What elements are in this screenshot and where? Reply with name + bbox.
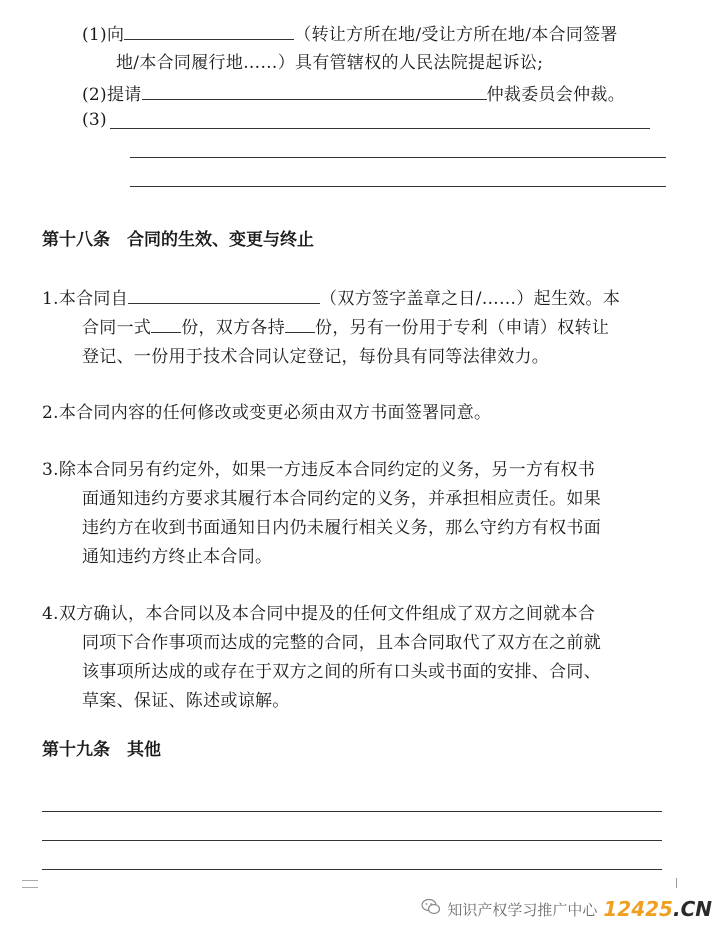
option-1-prefix: (1)向 — [82, 25, 125, 45]
item-1-prefix: 1.本合同自 — [42, 289, 129, 309]
clause-18-item-1-line-3: 登记、一份用于技术合同认定登记，每份具有同等法律效力。 — [82, 347, 550, 367]
clause-18-item-4-line-2: 同项下合作事项而达成的完整的合同，且本合同取代了双方在之前就 — [82, 633, 601, 653]
watermark-site-number: 12425 — [603, 897, 673, 921]
clause-18-item-2: 2.本合同内容的任何修改或变更必须由双方书面签署同意。 — [42, 403, 492, 423]
watermark-site — [603, 897, 712, 921]
other-terms-line-2[interactable] — [42, 840, 662, 841]
clause-18-item-4-line-4: 草案、保证、陈述或谅解。 — [82, 691, 290, 711]
clause-18-item-3-line-3: 违约方在收到书面通知日内仍未履行相关义务，那么守约方有权书面 — [82, 518, 601, 538]
clause-18-item-4-line-3: 该事项所达成的或存在于双方之间的所有口头或书面的安排、合同、 — [82, 662, 601, 682]
option-3-blank-line-2[interactable] — [130, 157, 666, 158]
clause-18-item-4-line-1: 4.双方确认，本合同以及本合同中提及的任何文件组成了双方之间就本合 — [42, 604, 596, 624]
option-2-suffix: 仲裁委员会仲裁。 — [486, 85, 625, 105]
copies-text: 合同一式 — [82, 318, 152, 338]
each-holds-text: 份，双方各持 — [181, 318, 286, 338]
extra-copy-text: 份，另有一份用于专利（申请）权转让 — [315, 318, 610, 338]
clause-18-item-3-line-1: 3.除本合同另有约定外，如果一方违反本合同约定的义务，另一方有权书 — [42, 460, 596, 480]
clause-19-heading: 第十九条 其他 — [42, 740, 161, 760]
watermark-site-domain: .CN — [672, 897, 712, 921]
arbitration-committee-blank[interactable] — [142, 83, 487, 100]
wechat-icon — [421, 898, 441, 921]
page-margin-mark-left — [22, 880, 38, 888]
dispute-option-1-line2: 地/本合同履行地……）具有管辖权的人民法院提起诉讼; — [116, 53, 544, 73]
option-2-prefix: (2)提请 — [82, 85, 142, 105]
effective-date-blank[interactable] — [128, 287, 320, 304]
watermark — [421, 895, 712, 923]
dispute-option-1 — [82, 20, 618, 45]
other-terms-line-3[interactable] — [42, 869, 662, 870]
dispute-option-2 — [82, 80, 625, 105]
copies-each-blank[interactable] — [285, 316, 315, 333]
option-3-blank-line-3[interactable] — [130, 186, 666, 187]
dispute-option-3 — [82, 110, 107, 130]
clause-18-item-1-line-2 — [82, 313, 609, 338]
watermark-text: 知识产权学习推广中心 — [447, 900, 598, 919]
option-1-suffix: （转让方所在地/受让方所在地/本合同签署 — [294, 25, 618, 45]
page-edge-mark-right — [676, 878, 677, 888]
clause-18-heading: 第十八条 合同的生效、变更与终止 — [42, 230, 314, 250]
clause-18-item-3-line-4: 通知违约方终止本合同。 — [82, 547, 273, 567]
total-copies-blank[interactable] — [151, 316, 181, 333]
clause-18-item-1-line-1 — [42, 284, 620, 309]
other-terms-line-1[interactable] — [42, 811, 662, 812]
court-location-blank[interactable] — [124, 23, 294, 40]
clause-18-item-3-line-2: 面通知违约方要求其履行本合同约定的义务，并承担相应责任。如果 — [82, 489, 601, 509]
option-3-blank-line-1[interactable] — [110, 128, 650, 129]
option-3-prefix: (3) — [82, 110, 107, 130]
item-1-suffix: （双方签字盖章之日/……）起生效。本 — [320, 289, 621, 309]
